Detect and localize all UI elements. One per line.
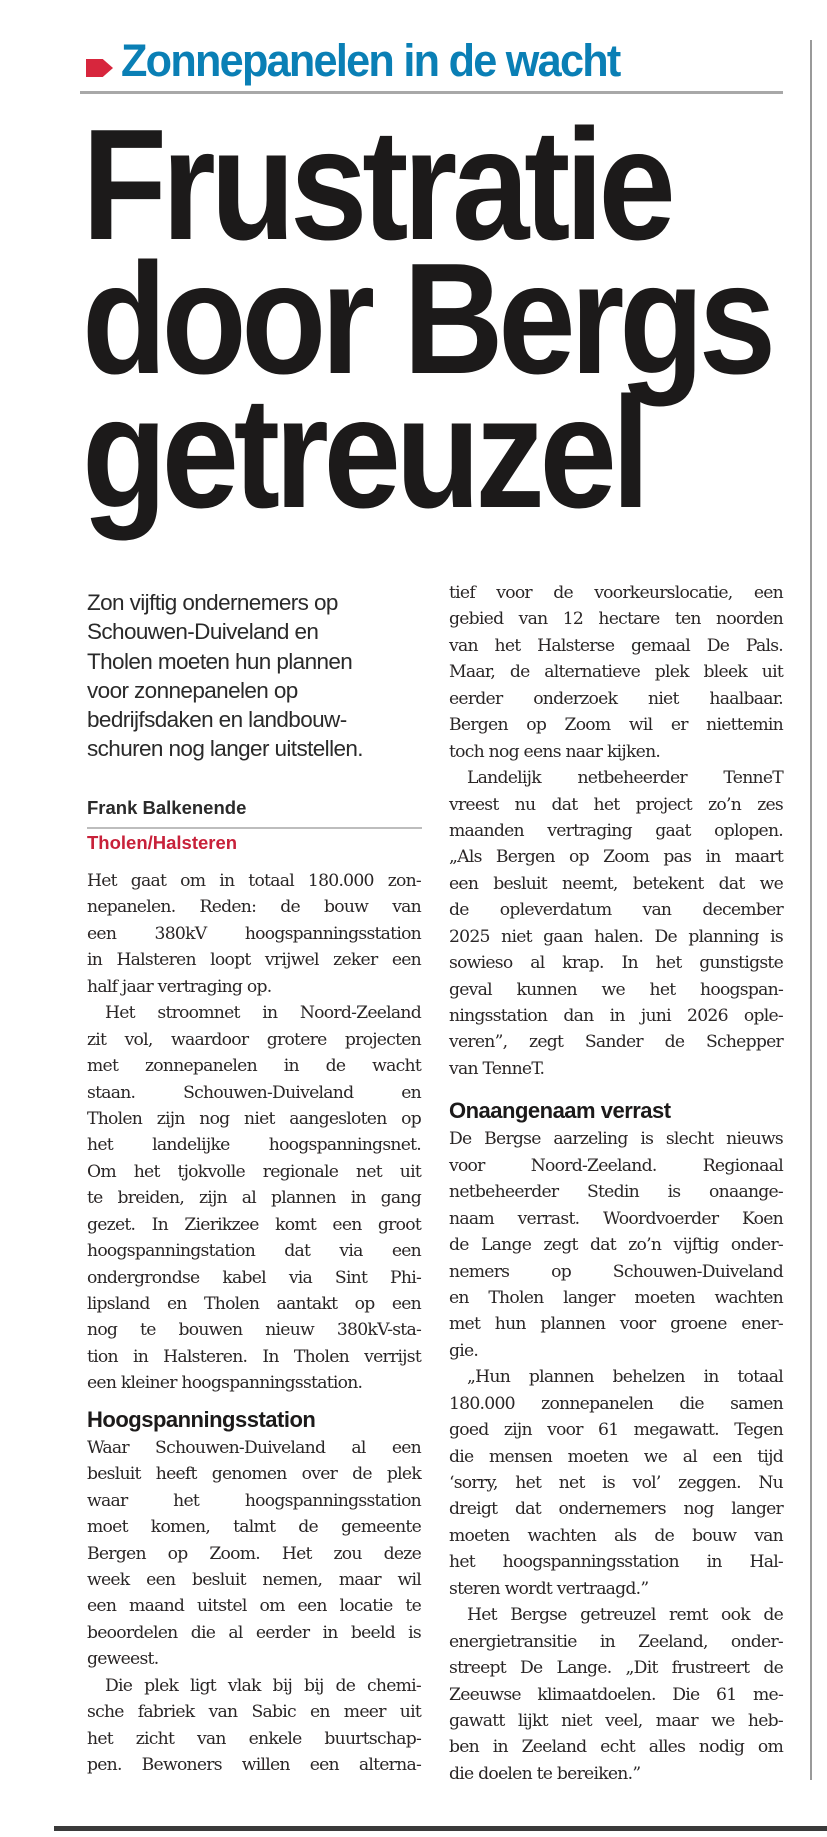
body-line: goed zijn voor 61 megawatt. Tegen xyxy=(449,1420,783,1441)
body-line: week een besluit nemen, maar wil xyxy=(87,1569,421,1590)
body-line: maanden vertraging gaat oplopen. xyxy=(449,820,783,841)
body-line: gezet. In Zierikzee komt een groot xyxy=(87,1214,421,1235)
body-line: steren wordt vertraagd.” xyxy=(449,1578,649,1599)
body-line: Het gaat om in totaal 180.000 zon- xyxy=(87,871,421,891)
body-line: de Lange zegt dat zo’n vijftig onder- xyxy=(449,1235,783,1256)
body-line: Die plek ligt vlak bij bij de chemi- xyxy=(105,1675,421,1696)
body-line: ondergrondse kabel via Sint Phi- xyxy=(87,1267,421,1288)
body-line: gie. xyxy=(449,1340,479,1361)
body-line: nemers op Schouwen-Duiveland xyxy=(449,1261,783,1282)
page-bottom-rule xyxy=(54,1826,827,1831)
subheading: Onaangenaam verrast xyxy=(449,1098,671,1124)
dateline-location: Tholen/Halsteren xyxy=(87,832,238,853)
body-line: sowieso al krap. In het gunstigste xyxy=(449,953,783,974)
body-line: nog te bouwen nieuw 380kV-sta- xyxy=(87,1320,421,1341)
headline xyxy=(82,97,802,541)
body-line: Om het tjokvolle regionale net uit xyxy=(87,1161,421,1182)
body-line: veren”, zegt Sander de Schepper xyxy=(449,1032,783,1053)
body-column-left xyxy=(87,868,421,1778)
body-line: ningsstation dan in juni 2026 ople- xyxy=(449,1006,783,1026)
body-line: sche fabriek van Sabic en meer uit xyxy=(87,1702,421,1723)
body-line: en Tholen langer moeten wachten xyxy=(449,1287,783,1308)
body-line: Waar Schouwen-Duiveland al een xyxy=(87,1437,421,1458)
intro-line: Zon vijftig ondernemers op xyxy=(87,590,338,615)
body-column-right xyxy=(449,580,783,1787)
intro-line: Tholen moeten hun plannen xyxy=(87,648,353,674)
headline-line: Frustratie xyxy=(82,97,671,273)
body-line: besluit heeft genomen over de plek xyxy=(87,1464,421,1485)
body-line: half jaar vertraging op. xyxy=(87,976,272,997)
body-line: lipsland en Tholen aantakt op een xyxy=(87,1294,421,1314)
red-arrow-marker-icon xyxy=(86,59,113,77)
body-line: gawatt lijkt niet veel, maar we heb- xyxy=(449,1710,783,1731)
intro-line: Schouwen-Duiveland en xyxy=(87,619,319,645)
body-line: moeten wachten als de bouw van xyxy=(449,1525,783,1546)
body-line: geweest. xyxy=(87,1649,159,1670)
kicker-divider xyxy=(80,91,783,94)
body-line: met hun plannen voor groene ener- xyxy=(449,1314,783,1335)
body-line: toch nog eens naar kijken. xyxy=(449,741,661,762)
body-line: te breiden, zijn al plannen in gang xyxy=(87,1188,421,1209)
body-line: van TenneT. xyxy=(449,1058,545,1079)
body-line: een kleiner hoogspanningsstation. xyxy=(87,1373,363,1394)
body-line: het landelijke hoogspanningsnet. xyxy=(87,1135,421,1156)
body-line: nepanelen. Reden: de bouw van xyxy=(87,897,421,918)
body-line: vreest nu dat het project zo’n zes xyxy=(449,794,783,815)
body-line: naam verrast. Woordvoerder Koen xyxy=(449,1208,783,1229)
body-line: ‘sorry, het net is vol’ zeggen. Nu xyxy=(449,1473,783,1493)
body-line: het hoogspanningsstation in Hal- xyxy=(449,1552,783,1573)
body-line: hoogspanningstation dat via een xyxy=(87,1241,421,1262)
body-line: waar het hoogspanningsstation xyxy=(87,1490,421,1511)
body-line: 2025 niet gaan halen. De planning is xyxy=(449,926,783,947)
body-line: Tholen zijn nog niet aangesloten op xyxy=(87,1108,421,1129)
column-divider-vertical xyxy=(810,40,812,1780)
body-line: moet komen, talmt de gemeente xyxy=(87,1517,421,1538)
body-line: het zicht van enkele buurtschap- xyxy=(87,1728,421,1749)
body-line: dreigt dat ondernemers nog langer xyxy=(449,1499,783,1520)
body-line: tief voor de voorkeurslocatie, een xyxy=(449,583,783,603)
body-line: de opleverdatum van december xyxy=(449,900,783,921)
body-line: Landelijk netbeheerder TenneT xyxy=(467,768,783,789)
body-line: netbeheerder Stedin is onaange- xyxy=(449,1182,783,1203)
body-line: staan. Schouwen-Duiveland en xyxy=(87,1082,421,1103)
body-line: geval kunnen we het hoogspan- xyxy=(449,979,783,1000)
body-line: zit vol, waardoor grotere projecten xyxy=(87,1029,421,1050)
body-line: een besluit neemt, betekent dat we xyxy=(449,873,783,894)
body-line: voor Noord-Zeeland. Regionaal xyxy=(449,1155,783,1176)
body-line: een 380kV hoogspanningsstation xyxy=(87,923,421,944)
body-line: ben in Zeeland echt alles nodig om xyxy=(449,1737,783,1758)
headline-line: door Bergs xyxy=(82,231,771,407)
body-line: Zeeuwse klimaatdoelen. Die 61 me- xyxy=(449,1684,783,1705)
body-line: eerder onderzoek niet haalbaar. xyxy=(449,688,783,709)
body-line: De Bergse aarzeling is slecht nieuws xyxy=(449,1129,783,1150)
body-line: die mensen moeten we al een tijd xyxy=(449,1446,783,1467)
subheading: Hoogspanningsstation xyxy=(87,1406,316,1432)
body-line: tion in Halsteren. In Tholen verrijst xyxy=(87,1346,421,1367)
body-line: beoordelen die al eerder in beeld is xyxy=(87,1622,421,1643)
body-line: Het stroomnet in Noord-Zeeland xyxy=(105,1003,421,1024)
body-line: Maar, de alternatieve plek bleek uit xyxy=(449,662,783,683)
body-line: van het Halsterse gemaal De Pals. xyxy=(449,635,783,656)
body-line: Het Bergse getreuzel remt ook de xyxy=(467,1605,783,1626)
body-line: 180.000 zonnepanelen die samen xyxy=(449,1393,783,1414)
body-line: gebied van 12 hectare ten noorden xyxy=(449,609,783,630)
intro-line: bedrijfsdaken en landbouw- xyxy=(87,707,347,733)
body-line: „Hun plannen behelzen in totaal xyxy=(467,1367,783,1388)
headline-line: getreuzel xyxy=(82,365,645,541)
body-line: in Halsteren loopt vrijwel zeker een xyxy=(87,950,421,971)
body-line: energietransitie in Zeeland, onder- xyxy=(449,1631,783,1652)
section-kicker xyxy=(86,30,640,92)
body-line: „Als Bergen op Zoom pas in maart xyxy=(449,847,783,868)
body-line: met zonnepanelen in de wacht xyxy=(87,1056,421,1077)
body-line: Bergen op Zoom. Het zou deze xyxy=(87,1543,421,1564)
intro-line: schuren nog langer uitstellen. xyxy=(87,736,363,762)
body-line: een maand uitstel om een locatie te xyxy=(87,1596,421,1617)
author-byline: Frank Balkenende xyxy=(87,797,247,818)
body-line: streept De Lange. „Dit frustreert de xyxy=(449,1658,783,1679)
intro-line: voor zonnepanelen op xyxy=(87,677,298,703)
body-line: pen. Bewoners willen een alterna- xyxy=(87,1755,421,1775)
body-line: die doelen te bereiken.” xyxy=(449,1763,641,1784)
body-line: Bergen op Zoom wil er niettemin xyxy=(449,715,783,736)
kicker-title: Zonnepanelen in de wacht xyxy=(121,35,620,86)
intro-lead xyxy=(87,588,427,764)
byline-divider xyxy=(87,827,422,829)
